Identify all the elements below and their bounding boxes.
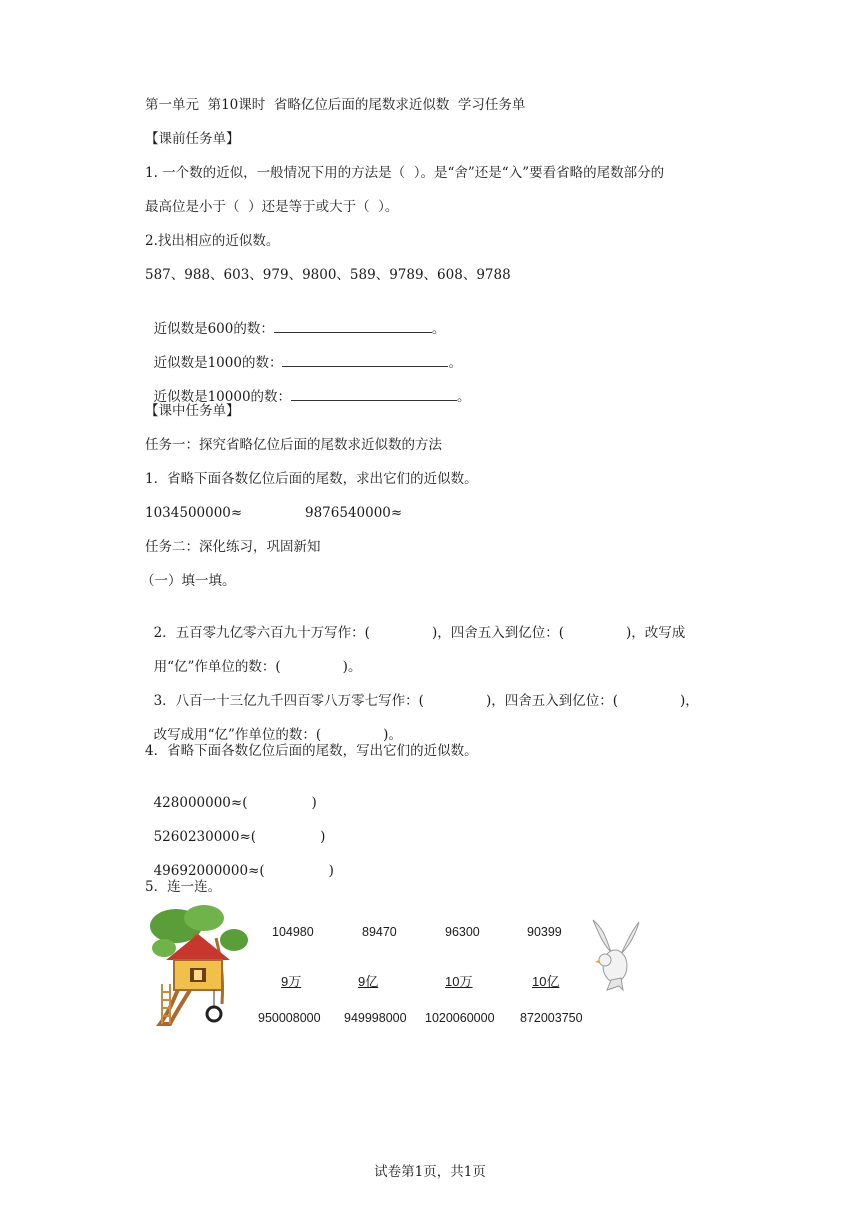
- pre-1000-row: 近似数是1000的数： 。: [145, 334, 462, 372]
- q4-item-3: 49692000000≈( ): [153, 863, 334, 879]
- page-footer: 试卷第1页，共1页: [374, 1164, 486, 1180]
- answer-blank-600[interactable]: [274, 318, 432, 333]
- dove-icon: [583, 914, 647, 992]
- connect-top-1: 104980: [272, 925, 314, 939]
- fill-heading: （一）填一填。: [141, 573, 236, 589]
- pre-600-row: 近似数是600的数： 。: [145, 300, 445, 338]
- page-title: 第一单元 第10课时 省略亿位后面的尾数求近似数 学习任务单: [145, 97, 526, 113]
- q4-item-2: 5260230000≈( ): [153, 829, 326, 845]
- treehouse-icon: [146, 904, 252, 1026]
- connect-bottom-4: 872003750: [520, 1011, 583, 1025]
- answer-blank-10000[interactable]: [291, 386, 457, 401]
- connect-top-4: 90399: [527, 925, 562, 939]
- connect-bottom-2: 949998000: [344, 1011, 407, 1025]
- section-mid-heading: 【课中任务单】: [145, 403, 240, 419]
- q3-line2: 改写成用“亿”作单位的数：( )。: [153, 727, 402, 743]
- q4-item-1: 428000000≈( ): [153, 795, 317, 811]
- q3-line1: 3．八百一十三亿九千四百零八万零七写作：( )，四舍五入到亿位：( )，: [153, 693, 699, 709]
- task1-heading: 任务一：探究省略亿位后面的尾数求近似数的方法: [145, 437, 442, 453]
- pre-600-label: 近似数是600的数：: [153, 321, 274, 337]
- task1-item-a: 1034500000≈: [145, 505, 243, 521]
- q2-line1: 2．五百零九亿零六百九十万写作：( )，四舍五入到亿位：( )，改写成: [153, 625, 686, 641]
- task1-item-b: 9876540000≈: [305, 505, 403, 521]
- pre-q1-line2: 最高位是小于（ ）还是等于或大于（ ）。: [145, 199, 399, 215]
- answer-blank-1000[interactable]: [282, 352, 448, 367]
- pre-q1-line1: 1. 一个数的近似，一般情况下用的方法是（ ）。是“舍”还是“入”要看省略的尾数部分的: [145, 165, 665, 181]
- connect-top-3: 96300: [445, 925, 480, 939]
- section-pre-heading: 【课前任务单】: [145, 131, 240, 147]
- pre-q2: 2.找出相应的近似数。: [145, 233, 280, 249]
- pre-10000-row: 近似数是10000的数： 。: [145, 368, 471, 406]
- connect-bottom-3: 1020060000: [425, 1011, 495, 1025]
- q5-heading: 5．连一连。: [145, 879, 222, 895]
- pre-1000-label: 近似数是1000的数：: [153, 355, 283, 371]
- connect-bottom-1: 950008000: [258, 1011, 321, 1025]
- connect-middle-4[interactable]: 10亿: [532, 974, 560, 989]
- connect-middle-1[interactable]: 9万: [281, 974, 302, 989]
- connect-middle-2[interactable]: 9亿: [358, 974, 379, 989]
- pre-10000-label: 近似数是10000的数：: [153, 389, 292, 405]
- task1-question: 1．省略下面各数亿位后面的尾数，求出它们的近似数。: [145, 471, 478, 487]
- q2-line2: 用“亿”作单位的数：( )。: [153, 659, 362, 675]
- connect-middle-3[interactable]: 10万: [445, 974, 473, 989]
- pre-number-list: 587、988、603、979、9800、589、9789、608、9788: [145, 267, 511, 283]
- task2-heading: 任务二：深化练习，巩固新知: [145, 539, 321, 555]
- q4-heading: 4．省略下面各数亿位后面的尾数，写出它们的近似数。: [145, 743, 478, 759]
- connect-top-2: 89470: [362, 925, 397, 939]
